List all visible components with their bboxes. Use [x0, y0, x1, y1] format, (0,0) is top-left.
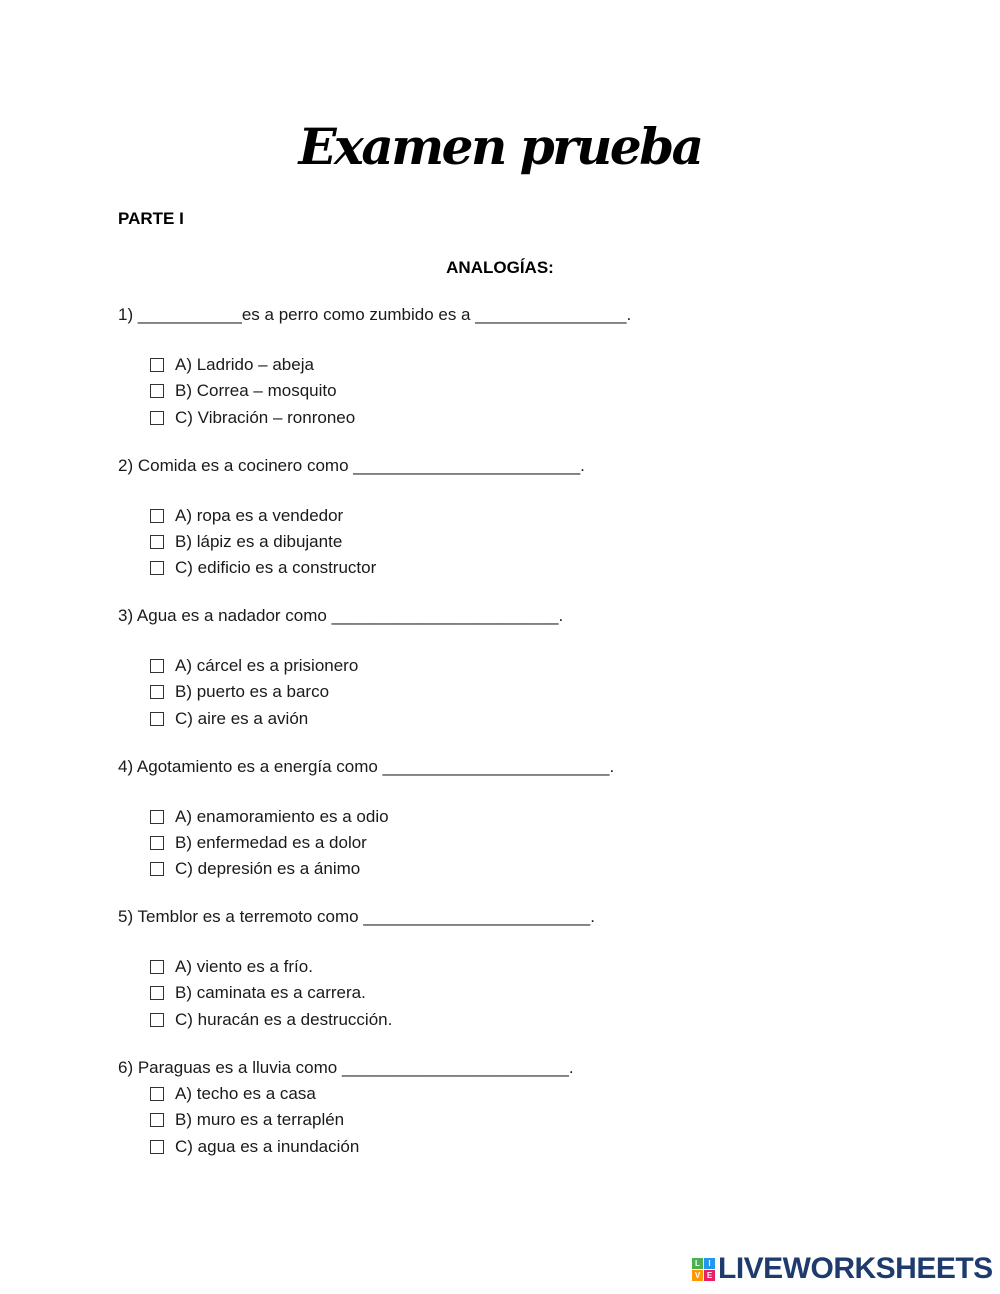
logo-cell: I — [704, 1258, 715, 1269]
option-label: A) viento es a frío. — [175, 957, 313, 976]
checkbox-2c[interactable] — [150, 561, 164, 575]
part-heading: PARTE I — [118, 209, 184, 228]
option-label: B) caminata es a carrera. — [175, 983, 366, 1002]
checkbox-2a[interactable] — [150, 509, 164, 523]
option-label: C) Vibración – ronroneo — [175, 408, 356, 427]
logo-cell: L — [692, 1258, 703, 1269]
checkbox-3a[interactable] — [150, 659, 164, 673]
checkbox-5c[interactable] — [150, 1013, 164, 1027]
question-3: 3) Agua es a nadador como ________________________. — [118, 606, 564, 625]
section-heading: ANALOGÍAS: — [446, 258, 554, 277]
option-label: A) ropa es a vendedor — [175, 506, 344, 525]
option-label: A) Ladrido – abeja — [175, 355, 314, 374]
checkbox-6a[interactable] — [150, 1087, 164, 1101]
option-label: A) enamoramiento es a odio — [175, 807, 389, 826]
checkbox-4b[interactable] — [150, 836, 164, 850]
option-5b[interactable] — [150, 983, 366, 1003]
option-label: B) lápiz es a dibujante — [175, 532, 343, 551]
option-label: C) edificio es a constructor — [175, 558, 377, 577]
brand-name: LIVEWORKSHEETS — [718, 1252, 993, 1285]
checkbox-3b[interactable] — [150, 685, 164, 699]
checkbox-1a[interactable] — [150, 358, 164, 372]
question-4: 4) Agotamiento es a energía como ________________________. — [118, 757, 615, 776]
option-label: C) aire es a avión — [175, 709, 309, 728]
option-6b[interactable] — [150, 1110, 344, 1130]
option-2a[interactable] — [150, 506, 343, 526]
checkbox-6b[interactable] — [150, 1113, 164, 1127]
option-label: B) muro es a terraplén — [175, 1110, 345, 1129]
option-label: C) huracán es a destrucción. — [175, 1010, 393, 1029]
checkbox-1c[interactable] — [150, 411, 164, 425]
checkbox-5a[interactable] — [150, 960, 164, 974]
checkbox-2b[interactable] — [150, 535, 164, 549]
option-3a[interactable] — [150, 656, 358, 676]
option-label: A) cárcel es a prisionero — [175, 656, 359, 675]
checkbox-6c[interactable] — [150, 1140, 164, 1154]
option-4b[interactable] — [150, 833, 367, 853]
option-label: A) techo es a casa — [175, 1084, 316, 1103]
option-1c[interactable] — [150, 408, 355, 428]
checkbox-4c[interactable] — [150, 862, 164, 876]
logo-cell: E — [704, 1270, 715, 1281]
question-2: 2) Comida es a cocinero como ________________________. — [118, 456, 585, 475]
option-label: B) puerto es a barco — [175, 682, 330, 701]
option-5a[interactable] — [150, 957, 313, 977]
checkbox-5b[interactable] — [150, 986, 164, 1000]
option-1a[interactable] — [150, 355, 314, 375]
logo-cell: V — [692, 1270, 703, 1281]
question-5: 5) Temblor es a terremoto como ________________________. — [118, 907, 595, 926]
brand-logo-icon — [692, 1258, 715, 1281]
option-label: C) depresión es a ánimo — [175, 859, 361, 878]
checkbox-4a[interactable] — [150, 810, 164, 824]
question-6: 6) Paraguas es a lluvia como ________________________. — [118, 1058, 574, 1077]
option-4c[interactable] — [150, 859, 360, 879]
option-5c[interactable] — [150, 1010, 392, 1030]
checkbox-1b[interactable] — [150, 384, 164, 398]
option-6a[interactable] — [150, 1084, 316, 1104]
question-1: 1) ___________es a perro como zumbido es a ________________. — [118, 305, 632, 324]
option-label: C) agua es a inundación — [175, 1137, 360, 1156]
option-3c[interactable] — [150, 709, 308, 729]
option-1b[interactable] — [150, 381, 337, 401]
option-2c[interactable] — [150, 558, 376, 578]
option-label: B) Correa – mosquito — [175, 381, 337, 400]
option-2b[interactable] — [150, 532, 342, 552]
checkbox-3c[interactable] — [150, 712, 164, 726]
option-label: B) enfermedad es a dolor — [175, 833, 367, 852]
option-4a[interactable] — [150, 807, 389, 827]
liveworksheets-logo — [692, 1253, 993, 1285]
option-6c[interactable] — [150, 1137, 359, 1157]
page-title: Examen prueba — [298, 117, 702, 176]
option-3b[interactable] — [150, 682, 329, 702]
